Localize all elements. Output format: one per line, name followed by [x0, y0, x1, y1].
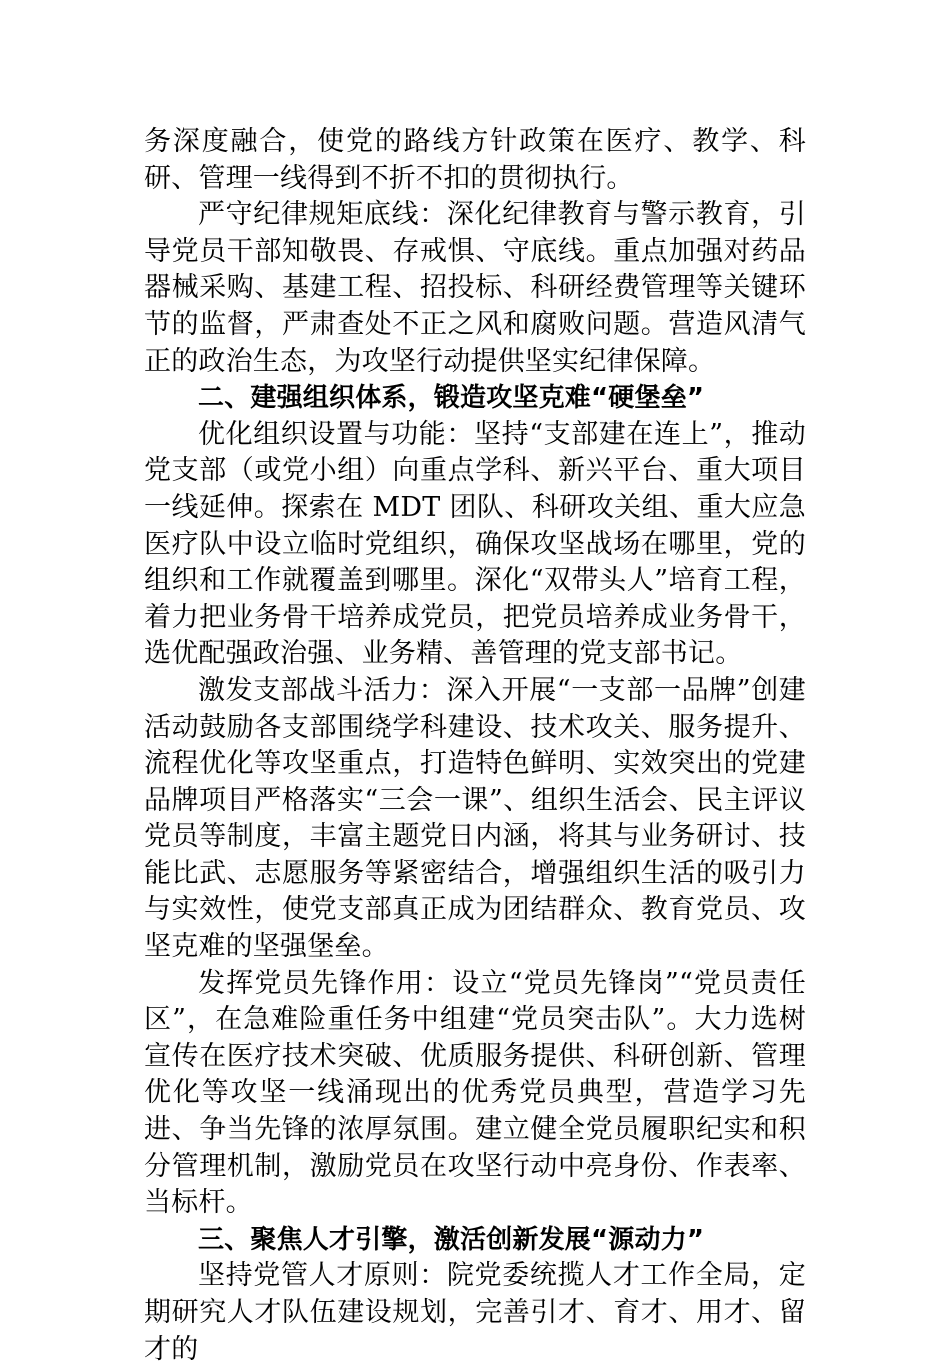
paragraph-text: 深入开展“一支部一品牌”创建活动鼓励各支部围绕学科建设、技术攻关、服务提升、流程优化等攻坚重点，打造特色鲜明、实效突出的党建品牌项目严格落实“三会一课”、组织生活会、民主评议党员等制度，丰富主题党日内涵，将其与业务研讨、技能比武、志愿服务等紧密结合，增强组织生活的吸引力与实效性，使党支部真正成为团结群众、教育党员、攻坚克难的坚强堡垒。 [144, 674, 807, 963]
section-heading-three: 三、聚焦人才引擎，激活创新发展“源动力” [198, 1224, 705, 1255]
paragraph-text: 院党委统揽人才工作全局，定期研究人才队伍建设规划，完善引才、育才、用才、留才的 [144, 1260, 806, 1365]
paragraph-discipline [144, 197, 806, 380]
paragraph-branch-vitality [144, 673, 806, 966]
paragraph-continuation [144, 124, 806, 197]
paragraph-lead: 发挥党员先锋作用： [198, 967, 453, 999]
paragraph-text: 设立“党员先锋岗”“党员责任区”，在急难险重任务中组建“党员突击队”。大力选树宣传在医疗技术突破、优质服务提供、科研创新、管理优化等攻坚一线涌现出的优秀党员典型，营造学习先进、争当先锋的浓厚氛围。建立健全党员履职纪实和积分管理机制，激励党员在攻坚行动中亮身份、作表率、当标杆。 [144, 967, 806, 1219]
paragraph-text: 务深度融合，使党的路线方针政策在医疗、教学、科研、管理一线得到不折不扣的贯彻执行。 [144, 126, 806, 194]
paragraph-lead: 优化组织设置与功能： [198, 418, 474, 450]
paragraph-text: 坚持“支部建在连上”，推动党支部（或党小组）向重点学科、新兴平台、重大项目一线延伸。探索在 MDT 团队、科研攻关组、重大应急医疗队中设立临时党组织，确保攻坚战场在哪里，党的组织和工作就覆盖到哪里。深化“双带头人”培育工程，着力把业务骨干培养成党员，把党员培养成业务骨干，选优配强政治强、业务精、善管理的党支部书记。 [144, 418, 806, 670]
paragraph-organization [144, 417, 806, 673]
paragraph-pioneer-role [144, 966, 806, 1222]
paragraph-text: 深化纪律教育与警示教育，引导党员干部知敬畏、存戒惧、守底线。重点加强对药品器械采购、基建工程、招投标、科研经费管理等关键环节的监督，严肃查处不正之风和腐败问题。营造风清气正的政治生态，为攻坚行动提供坚实纪律保障。 [144, 199, 806, 377]
paragraph-lead: 激发支部战斗活力： [198, 674, 447, 706]
section-heading-two: 二、建强组织体系，锻造攻坚克难“硬堡垒” [198, 383, 705, 414]
paragraph-lead: 坚持党管人才原则： [198, 1260, 447, 1292]
document-body [144, 124, 806, 1368]
paragraph-talent-principle [144, 1258, 806, 1368]
paragraph-lead: 严守纪律规矩底线： [198, 199, 447, 231]
